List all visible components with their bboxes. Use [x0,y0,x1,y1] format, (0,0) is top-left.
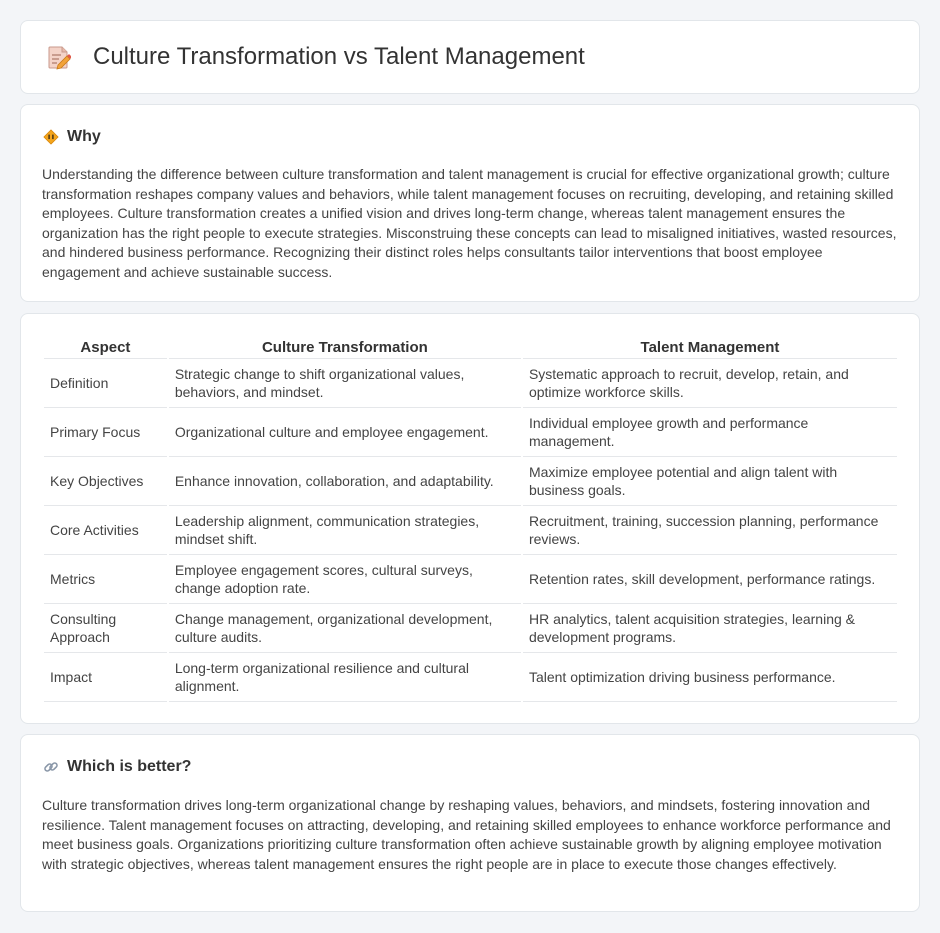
document-edit-icon [47,44,71,70]
better-text: Culture transformation drives long-term organizational change by reshaping values, behaviors, and mindsets, fostering innovation and resilience. Talent management focuses on attracting, developing, and retaining skilled employees to enhance workforce performance and meet business goals. Organizations prioritizing culture transformation often achieve sustainable growth by aligning employee motivation with strategic objectives, whereas talent management ensures the right people are in place to execute those changes effectively. [42,797,891,872]
diamond-sign-icon [43,129,59,145]
which-is-better-section [20,734,920,912]
table-header-row [44,334,897,359]
comparison-section [20,313,920,724]
better-heading-row [43,758,191,776]
culture-cell: Leadership alignment, communication strategies, mindset shift. [169,506,521,555]
table-row [44,408,897,457]
why-text: Understanding the difference between culture transformation and talent management is crucial for effective organizational growth; culture transformation reshapes company values and behaviors, while talent management focuses on recruiting, developing, and retaining skilled employees. Culture transformation creates a unified vision and drives long-term change, whereas talent management ensures the organization has the right people to execute strategies. Misconstruing these concepts can lead to misaligned initiatives, wasted resources, and hindered business performance. Recognizing their distinct roles helps consultants tailor interventions that boost employee engagement and achieve sustainable success. [42,166,897,280]
why-heading-row [43,128,101,146]
talent-cell: Maximize employee potential and align talent with business goals. [523,457,897,506]
header-talent-management: Talent Management [523,334,897,359]
talent-cell: Systematic approach to recruit, develop, retain, and optimize workforce skills. [523,359,897,408]
talent-cell: HR analytics, talent acquisition strategies, learning & development programs. [523,604,897,653]
why-heading: Why [67,128,101,145]
culture-cell: Strategic change to shift organizational values, behaviors, and mindset. [169,359,521,408]
aspect-cell: Impact [44,653,167,702]
culture-cell: Organizational culture and employee engagement. [169,408,521,457]
header-culture-transformation: Culture Transformation [169,334,521,359]
talent-cell: Retention rates, skill development, performance ratings. [523,555,897,604]
header-card [20,20,920,94]
aspect-cell: Primary Focus [44,408,167,457]
table-row [44,359,897,408]
page-title: Culture Transformation vs Talent Management [93,43,585,70]
talent-cell: Recruitment, training, succession planning, performance reviews. [523,506,897,555]
talent-cell: Individual employee growth and performance management. [523,408,897,457]
comparison-table [42,334,899,702]
aspect-cell: Definition [44,359,167,408]
culture-cell: Enhance innovation, collaboration, and adaptability. [169,457,521,506]
aspect-cell: Core Activities [44,506,167,555]
table-row [44,457,897,506]
culture-cell: Change management, organizational development, culture audits. [169,604,521,653]
culture-cell: Long-term organizational resilience and cultural alignment. [169,653,521,702]
table-row [44,604,897,653]
aspect-cell: Consulting Approach [44,604,167,653]
better-heading: Which is better? [67,758,192,775]
talent-cell: Talent optimization driving business performance. [523,653,897,702]
table-row [44,555,897,604]
link-icon [43,759,59,775]
culture-cell: Employee engagement scores, cultural surveys, change adoption rate. [169,555,521,604]
header-aspect: Aspect [44,334,167,359]
title-row [47,43,585,71]
aspect-cell: Key Objectives [44,457,167,506]
table-row [44,506,897,555]
aspect-cell: Metrics [44,555,167,604]
table-row [44,653,897,702]
why-section [20,104,920,302]
